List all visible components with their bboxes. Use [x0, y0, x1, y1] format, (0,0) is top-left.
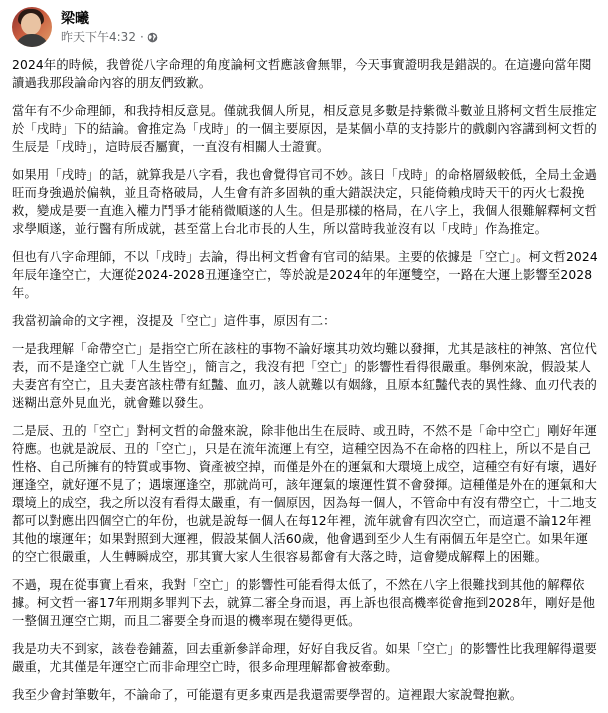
post-paragraph: 一是我理解「命帶空亡」是指空亡所在該柱的事物不論好壞其功效均難以發揮，尤其是該柱的神煞、宮位代表，而不是逢空亡就「人生皆空」，簡言之，我沒有把「空亡」的影響性看得很嚴重。舉例來說，假設某人夫妻宮有空亡，且夫妻宮該柱帶有紅豔、血刃，該人就難以有姻緣，且原本紅豔代表的異性緣、血刃代表的迷糊出意外見血光，就會難以發生。 [12, 342, 598, 410]
globe-icon[interactable] [147, 31, 158, 42]
post-paragraph: 我至少會封筆數年，不論命了，可能還有更多東西是我還需要學習的。這裡跟大家說聲抱歉。 [12, 688, 523, 702]
post-paragraph: 我是功夫不到家，該卷卷鋪蓋，回去重新參詳命理，好好自我反省。如果「空亡」的影響性比我理解得還要嚴重，尤其僅是年運空亡而非命理空亡時，很多命理理解都會被牽動。 [12, 642, 598, 674]
post-subline [61, 29, 158, 45]
post-body [12, 56, 598, 704]
post-paragraph: 但也有八字命理師，不以「戌時」去論，得出柯文哲會有官司的結果。主要的依據是「空亡」。柯文哲2024年辰年逢空亡，大運從2024-2028丑運逢空亡，等於說是2024年的年運雙空，一路在大運上影響至2028年。 [12, 250, 598, 300]
post-header [12, 0, 598, 52]
post-timestamp[interactable]: 昨天下午4:32 [61, 29, 136, 44]
post-paragraph: 當年有不少命理師，和我持相反意見。僅就我個人所見，相反意見多數是持紫微斗數並且將柯文哲生辰推定於「戌時」下的結論。會推定為「戌時」的一個主要原因，是某個小草的支持影片的戲劇內容講到柯文哲的生辰是「戌時」，這時辰否屬實，一直沒有相關人士證實。 [12, 104, 598, 154]
post-meta [61, 10, 158, 45]
post-paragraph: 不過，現在從事實上看來，我對「空亡」的影響性可能看得太低了，不然在八字上很難找到其他的解釋依據。柯文哲一審17年刑期多罪判下去，就算二審全身而退，再上訴也很高機率從會拖到2028年，剛好是他一整個丑運空亡期，而且二審要全身而退的機率現在變得更低。 [12, 578, 596, 628]
author-name[interactable]: 梁曦 [61, 10, 89, 27]
post-paragraph: 我當初論命的文字裡，沒提及「空亡」這件事，原因有二： [12, 314, 336, 328]
post-paragraph: 如果用「戌時」的話，就算我是八字看，我也會覺得官司不妙。該日「戌時」的命格層級較低，全局土金過旺而身強過於偏執，並且奇格破局，人生會有許多固執的重大錯誤決定，只能倚賴戌時天干的丙火七殺挽救，變成是要一直進入權力鬥爭才能稍微順遂的人生。但是那樣的格局，在八字上，我個人很難解釋柯文哲求學順遂，並行醫有所成就，甚至當上台北市長的人生，所以當時我並沒有以「戌時」作為推定。 [12, 168, 598, 236]
avatar[interactable] [12, 7, 52, 47]
separator-dot: · [139, 29, 144, 44]
post-paragraph: 二是辰、丑的「空亡」對柯文哲的命盤來說，除非他出生在辰時、或丑時，不然不是「命中空亡」剛好年運符應。也就是說辰、丑的「空亡」，只是在流年流運上有空，這種空因為不在命格的四柱上，所以不是自己性格、自己所擁有的特質或事物、資產被空掉，而僅是外在的運氣和大環境上成空，這種空有好有壞，遇好運逢空，就好運不見了；遇壞運逢空，那就尚可，該年運氣的壞運性質不會發揮。這種僅是外在的運氣和大環境上的成空，我之所以沒有看得太嚴重，有一個原因，因為每一個人，不管命中有沒有帶空亡，十二地支都可以對應出四個空亡的年份，也就是說每一個人在每12年裡，流年就會有四次空亡，而這還不論12年裡其他的壞運年；如果對照到大運裡，假設某個人活60歲，他會遇到至少人生有兩個五年是空亡。如果年運的空亡很嚴重，人生轉瞬成空，那其實大家人生很容易都會有大落之時，這會變成解釋上的困難。 [12, 424, 598, 564]
post-paragraph: 2024年的時候，我曾從八字命理的角度論柯文哲應該會無罪，今天事實證明我是錯誤的。在這邊向當年閱讀過我那段論命內容的朋友們致歉。 [12, 58, 592, 90]
